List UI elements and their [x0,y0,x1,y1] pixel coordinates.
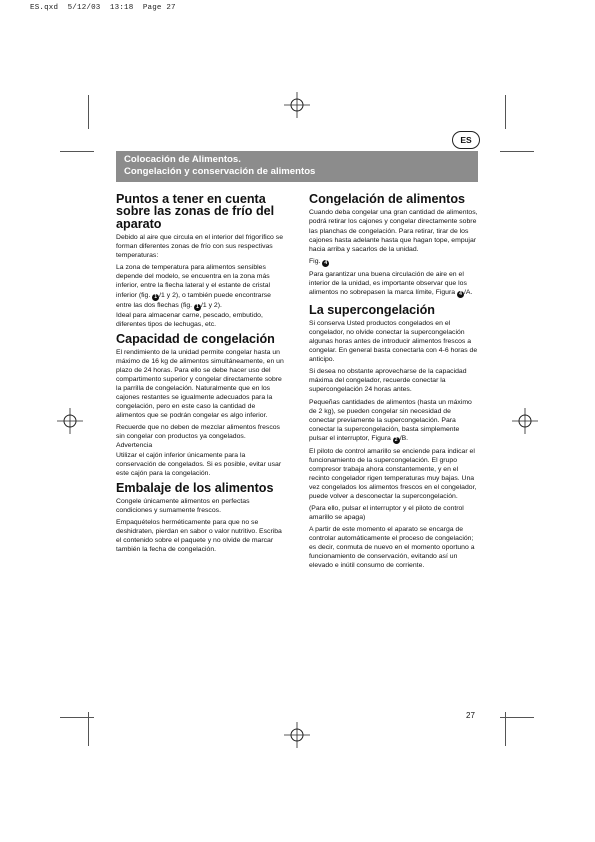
paragraph: Congele únicamente alimentos en perfectas condiciones y sumamente frescos. [116,498,250,515]
page-number: 27 [466,711,475,720]
paragraph: Para garantizar una buena circulación de aire en el interior de la unidad, es importante observar que los alimentos no sobrepasen la marca límite, Figura 4 /A. [309,270,473,297]
figure-number-icon: 4 [322,260,329,267]
paragraph: Si conserva Usted productos congelados en el congelador, no olvide conectar la supercongelación algunas horas antes de introducir alimentos frescos a congelar. En general basta conectarla con 4-6 horas de anticipo. [309,320,478,364]
figure-number-icon: 1 [152,294,159,301]
paragraph: A partir de este momento el aparato se encarga de controlar automáticamente el proceso de congelación; es decir, conmuta de nuevo en el momento oportuno a funcionamiento de conservación, evitando así un elevado e inútil consumo de corriente. [309,526,475,570]
paragraph: Empaquételos herméticamente para que no se deshidraten, pierdan en sabor o valor nutritivo. Escriba el contenido sobre el paquete y no olvide de marcar también la fecha de congelación. [116,519,282,554]
paragraph: El piloto de control amarillo se enciende para indicar el funcionamiento de la supercongelación. El grupo compresor trabaja ahora constantemente, y en el recinto congelador rigen temperaturas muy bajas. Una vez congelados los alimentos frescos en el congelador, puede volver a desconectar la supercongelación. [309,447,477,500]
right-column [309,193,479,573]
paragraph: Utilizar el cajón inferior únicamente para la conservación de congelados. Si es posible, evitar usar este cajón para la congelación. [116,451,282,477]
heading-food-freezing: Congelación de alimentos [309,192,466,206]
left-column [116,193,286,557]
figure-number-icon: 4 [457,291,464,298]
registration-mark-left [57,408,83,434]
language-badge: ES [452,131,480,149]
paragraph: Pequeñas cantidades de alimentos (hasta un máximo de 2 kg), se pueden congelar sin necesidad de conectar previamente la supercongelación. Para conectar la supercongelación, basta simplemente pulsar el interruptor, Figura 2 /B. [309,398,472,443]
registration-mark-bottom [284,722,310,748]
registration-mark-top [284,92,310,118]
heading-supercooling: La supercongelación [309,302,435,317]
paragraph: (Para ello, pulsar el interruptor y el piloto de control amarillo se apaga) [309,504,464,522]
heading-cold-zones: Puntos a tener en cuenta sobre las zonas de frío del aparato [116,192,275,231]
paragraph: Debido al aire que circula en el interior del frigorífico se forman diferentes zonas de frío con sus respectivas temperaturas: [116,234,283,260]
paragraph: Cuando deba congelar una gran cantidad de alimentos, podrá retirar los cajones y congelar directamente sobre las planchas de congelación. Para retirar, tirar de los cajones hasta adelante hasta que hagan tope, empujar hacia arriba y sacarlos de la unidad. [309,209,478,253]
print-slug: ES.qxd 5/12/03 13:18 Page 27 [30,4,176,12]
paragraph: Recuerde que no deben de mezclar alimentos frescos sin congelar con productos ya congelados. [116,424,280,441]
warning-label: Advertencia [116,442,153,450]
paragraph: Si desea no obstante aprovecharse de la capacidad máxima del congelador, recuerde conectar la supercongelación 24 horas antes. [309,368,467,394]
figure-number-icon: 1 [194,304,201,311]
registration-mark-right [512,408,538,434]
paragraph: La zona de temperatura para alimentos sensibles depende del modelo, se encuentra en la zona más inferior, entre la flecha lateral y el estante de cristal inferior (fig. 1 /1 y 2), o también puede encontrarse entre las dos flechas (fig. 1 /1 y 2). Ideal para almacenar carne, pescado, embutido, diferentes tipos de lechugas, etc. [116,264,271,328]
figure-reference: Fig. 4 [309,257,479,267]
paragraph: El rendimiento de la unidad permite congelar hasta un máximo de 16 kg de alimentos simultáneamente, en un plazo de 24 horas. Para ello se debe hacer uso del compartimento superior y congelar directamente sobre la parrilla de congelación. Naturalmente que en los cajones restantes se igualmente adecuados para la congelación, pero en este caso la cantidad de alimentos que se podrán congelar es algo inferior. [116,349,284,420]
header-line-1: Colocación de Alimentos. [124,154,241,165]
heading-food-packaging: Embalaje de los alimentos [116,480,274,495]
header-line-2: Congelación y conservación de alimentos [124,165,316,177]
section-header-band [116,151,478,182]
heading-freezing-capacity: Capacidad de congelación [116,331,275,346]
figure-number-icon: 2 [393,437,400,444]
